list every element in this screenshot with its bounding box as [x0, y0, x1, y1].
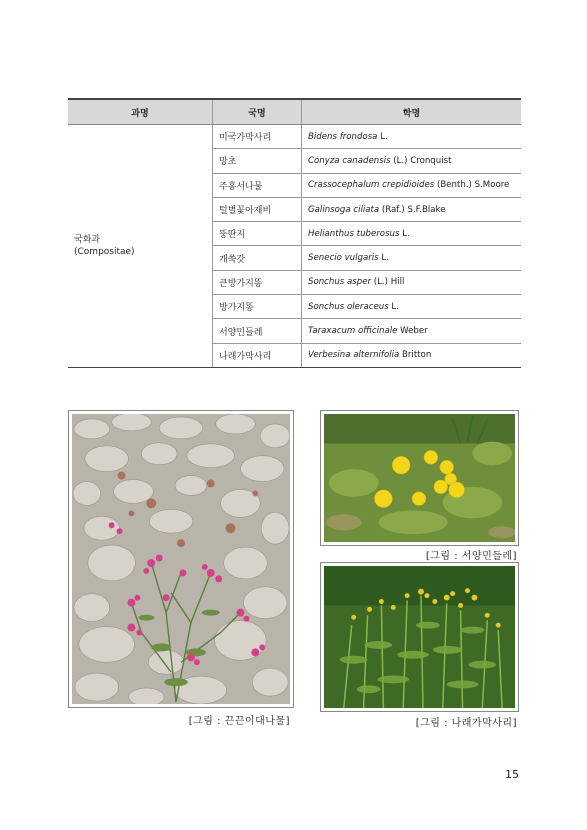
scientific-name-cell	[302, 270, 522, 294]
korean-name-cell: 주홍서나물	[213, 173, 302, 197]
caption-dandelion: [그림 : 서양민들레]	[425, 551, 517, 562]
header-family: 과명	[68, 99, 213, 125]
table-row	[68, 125, 521, 149]
wingstem-illustration	[324, 566, 515, 708]
scientific-name-cell	[302, 319, 522, 343]
author: Weber	[400, 326, 428, 337]
genus: Senecio	[308, 253, 342, 264]
korean-name-cell: 뚱딴지	[213, 222, 302, 246]
korean-name-cell: 서양민들레	[213, 319, 302, 343]
genus: Bidens	[308, 131, 337, 142]
author: L.	[380, 131, 388, 142]
genus: Conyza	[308, 155, 340, 166]
scientific-name-cell	[302, 173, 522, 197]
author: (Benth.) S.Moore	[436, 180, 510, 191]
species: officinale	[358, 326, 398, 337]
family-korean: 국화과	[74, 234, 101, 245]
species: ciliata	[353, 204, 380, 215]
photo-catchfly	[68, 410, 294, 708]
caption-wingstem: [그림 : 나래가막사리]	[415, 718, 517, 729]
species: oleraceus	[347, 301, 389, 312]
catchfly-illustration	[72, 414, 290, 704]
scientific-name-cell	[302, 149, 522, 173]
korean-name-cell: 털별꽃아재비	[213, 197, 302, 221]
photo-wingstem	[320, 562, 519, 712]
korean-name-cell: 나래가막사리	[213, 343, 302, 367]
author: Britton	[402, 350, 432, 361]
header-scientific-name: 학명	[302, 99, 522, 125]
photo-dandelion	[320, 410, 519, 546]
korean-name-cell: 망초	[213, 149, 302, 173]
dandelion-illustration	[324, 414, 515, 542]
author: (L.) Hill	[373, 277, 405, 288]
author: (Raf.) S.F.Blake	[381, 204, 446, 215]
genus: Galinsoga	[308, 204, 351, 215]
species: crepidioides	[382, 180, 435, 191]
genus: Crassocephalum	[308, 180, 380, 191]
korean-name-cell: 미국가막사리	[213, 125, 302, 149]
genus: Verbesina	[308, 350, 351, 361]
author: L.	[402, 228, 410, 239]
species: alternifolia	[353, 350, 400, 361]
species: vulgaris	[344, 253, 379, 264]
species: asper	[347, 277, 372, 288]
genus: Helianthus	[308, 228, 354, 239]
korean-name-cell: 개쑥갓	[213, 246, 302, 270]
scientific-name-cell	[302, 125, 522, 149]
header-korean-name: 국명	[213, 99, 302, 125]
species: tuberosus	[356, 228, 400, 239]
author: L.	[391, 301, 399, 312]
caption-catchfly: [그림 : 끈끈이대나물]	[188, 716, 290, 727]
species-table	[68, 98, 521, 368]
page-number: 15	[505, 768, 519, 781]
genus: Sonchus	[308, 301, 345, 312]
family-cell	[68, 125, 213, 368]
korean-name-cell: 방가지똥	[213, 295, 302, 319]
scientific-name-cell	[302, 197, 522, 221]
author: L.	[381, 253, 389, 264]
family-latin: (Compositae)	[74, 246, 135, 257]
species: frondosa	[339, 131, 378, 142]
scientific-name-cell	[302, 295, 522, 319]
species: canadensis	[342, 155, 391, 166]
scientific-name-cell	[302, 246, 522, 270]
author: (L.) Cronquist	[393, 155, 452, 166]
genus: Taraxacum	[308, 326, 356, 337]
korean-name-cell: 큰방가지똥	[213, 270, 302, 294]
scientific-name-cell	[302, 222, 522, 246]
genus: Sonchus	[308, 277, 345, 288]
scientific-name-cell	[302, 343, 522, 367]
